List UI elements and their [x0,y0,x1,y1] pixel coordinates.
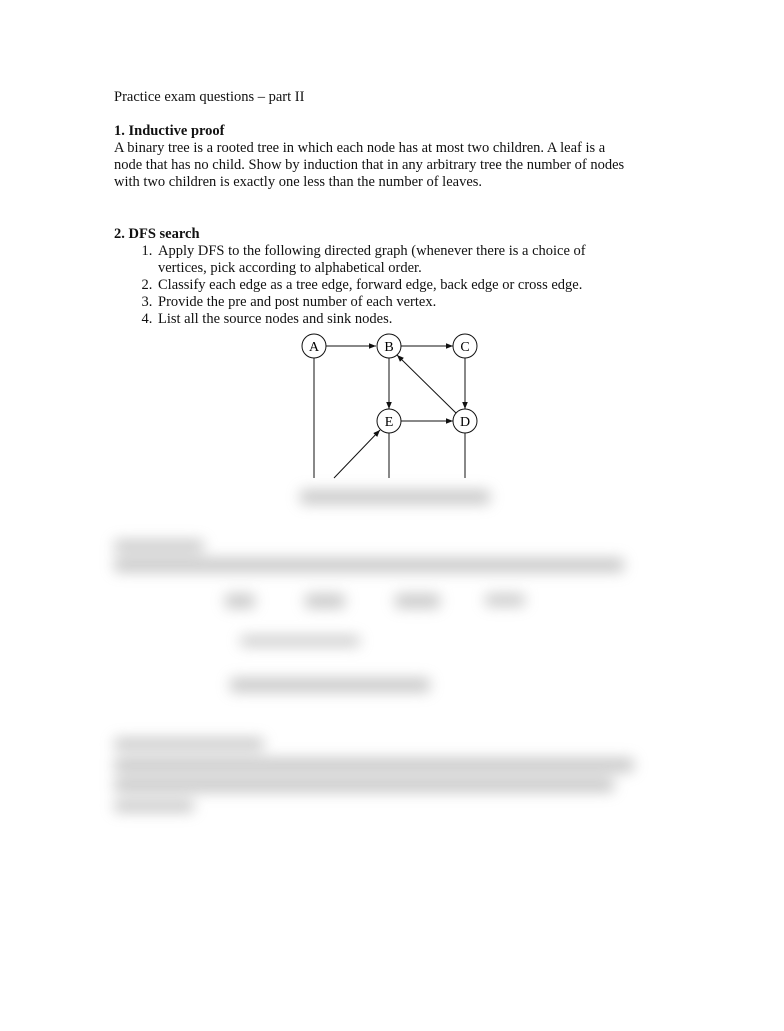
question-inductive-proof [114,123,634,191]
blurred-shape [114,800,194,812]
node-label: E [384,415,394,430]
node-a [302,334,326,358]
edge-into-e [334,430,380,478]
node-d [453,409,477,433]
blurred-shape [240,636,360,646]
blurred-shape [114,558,624,572]
task-item: 2. Classify each edge as a tree edge, forward edge, back edge or cross edge. [156,277,634,294]
blurred-shape [225,594,255,608]
task-item: 1. Apply DFS to the following directed graph (whenever there is a choice of vertices, pick according to alphabetical order. [156,243,634,277]
node-label: C [460,340,470,355]
blurred-content [0,476,784,836]
blurred-shape [114,738,264,750]
node-label: A [308,340,320,355]
section-heading: 2. DFS search [114,226,200,242]
node-b [377,334,401,358]
node-c [453,334,477,358]
blurred-shape [395,594,440,608]
node-label: D [459,415,471,430]
node-label: B [384,340,394,355]
document-title: Practice exam questions – part II [114,89,305,105]
directed-graph-figure [290,330,500,480]
blurred-shape [114,758,634,772]
section-heading: 1. Inductive proof [114,123,225,139]
node-e [377,409,401,433]
edge-d-b [397,355,456,413]
blurred-shape [230,678,430,692]
question-text: A binary tree is a rooted tree in which each node has at most two children. A leaf is a node that has no child. Show by induction that in any arbitrary tree the number of nodes with two children is exactly one less than the number of leaves. [114,140,625,190]
task-item: 3. Provide the pre and post number of each vertex. [156,294,634,311]
blurred-shape [485,594,525,606]
task-item: 4. List all the source nodes and sink nodes. [156,311,634,328]
blurred-shape [305,594,345,608]
task-list [114,243,634,328]
blurred-shape [114,778,614,792]
question-dfs-search [114,226,634,328]
blurred-shape [114,540,204,552]
blurred-shape [300,490,490,504]
